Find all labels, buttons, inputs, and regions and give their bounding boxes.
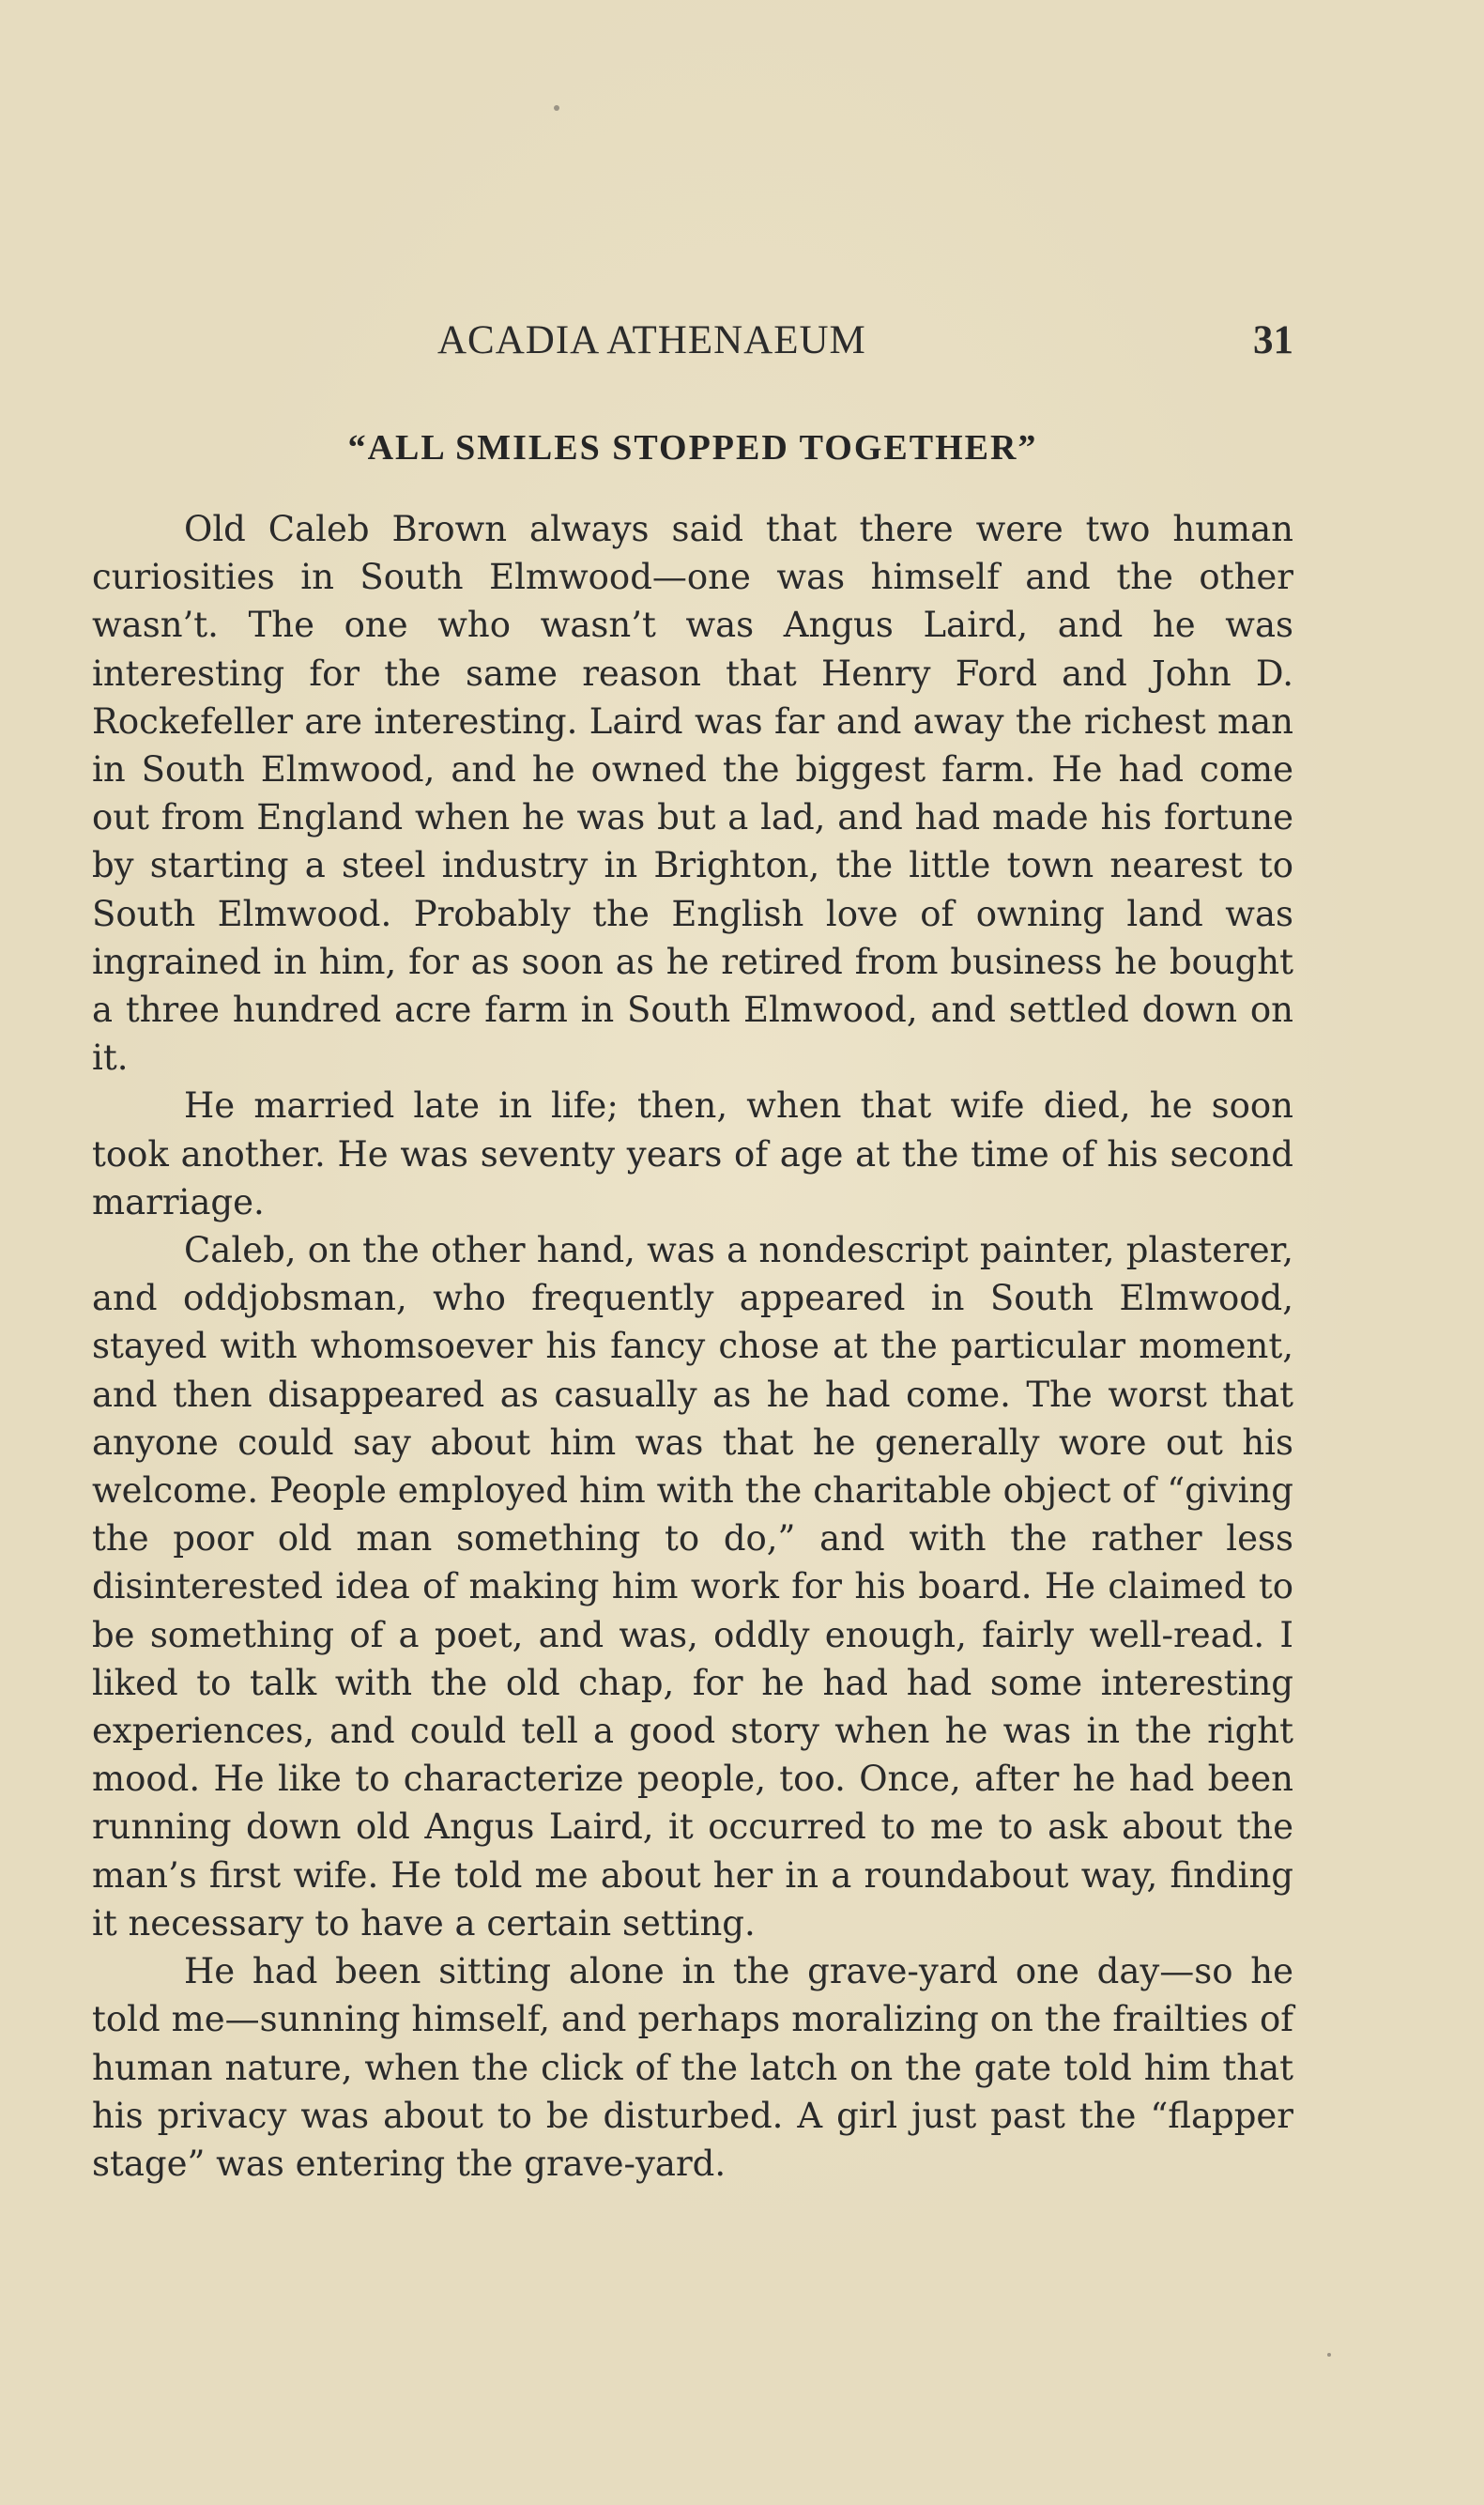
article-title: “ALL SMILES STOPPED TOGETHER” — [347, 428, 1038, 468]
paragraph: He had been sitting alone in the grave-yard one day—so he told me—sunning himself, and perhaps moralizing on the frailties of human nature, when the click of the latch on the gate told him that his privacy was about to be disturbed. A girl just past the “flapper stage” was entering the grave-yard. — [92, 1951, 1293, 2184]
ink-speck — [554, 105, 559, 111]
paragraph: Old Caleb Brown always said that there were two human curiosities in South Elmwood—one was himself and the other wasn’t. The one who wasn’t was Angus Laird, and he was interesting for the same reason that Henry Ford and John D. Rockefeller are interesting. Laird was far and away the richest man in South Elmwood, and he owned the biggest farm. He had come out from England when he was but a lad, and had made his fortune by starting a steel industry in Brighton, the little town nearest to South Elmwood. Probably the English love of owning land was ingrained in him, for as soon as he retired from business he bought a three hundred acre farm in South Elmwood, and settled down on it. — [92, 509, 1293, 1079]
paragraph: He married late in life; then, when that wife died, he soon took another. He was seventy years of age at the time of his second marriage. — [92, 1085, 1293, 1222]
journal-name: ACADIA ATHENAEUM — [437, 318, 866, 362]
page-number: 31 — [1253, 318, 1293, 362]
running-head — [92, 317, 1293, 383]
paragraph: Caleb, on the other hand, was a nondescript painter, plasterer, and oddjobsman, who frequently appeared in South Elmwood, stayed with whomsoever his fancy chose at the particular moment, and then disappeared as casually as he had come. The worst that anyone could say about him was that he generally wore out his welcome. People employed him with the charitable object of “giving the poor old man something to do,” and with the rather less disinterested idea of making him work for his board. He claimed to be something of a poet, and was, oddly enough, fairly well-read. I liked to talk with the old chap, for he had had some interesting experiences, and could tell a good story when he was in the right mood. He like to characterize people, too. Once, after he had been running down old Angus Laird, it occurred to me to ask about the man’s first wife. He told me about her in a roundabout way, finding it necessary to have a certain setting. — [92, 1230, 1293, 1944]
article-body — [92, 505, 1293, 2188]
ink-speck — [1327, 2353, 1331, 2357]
